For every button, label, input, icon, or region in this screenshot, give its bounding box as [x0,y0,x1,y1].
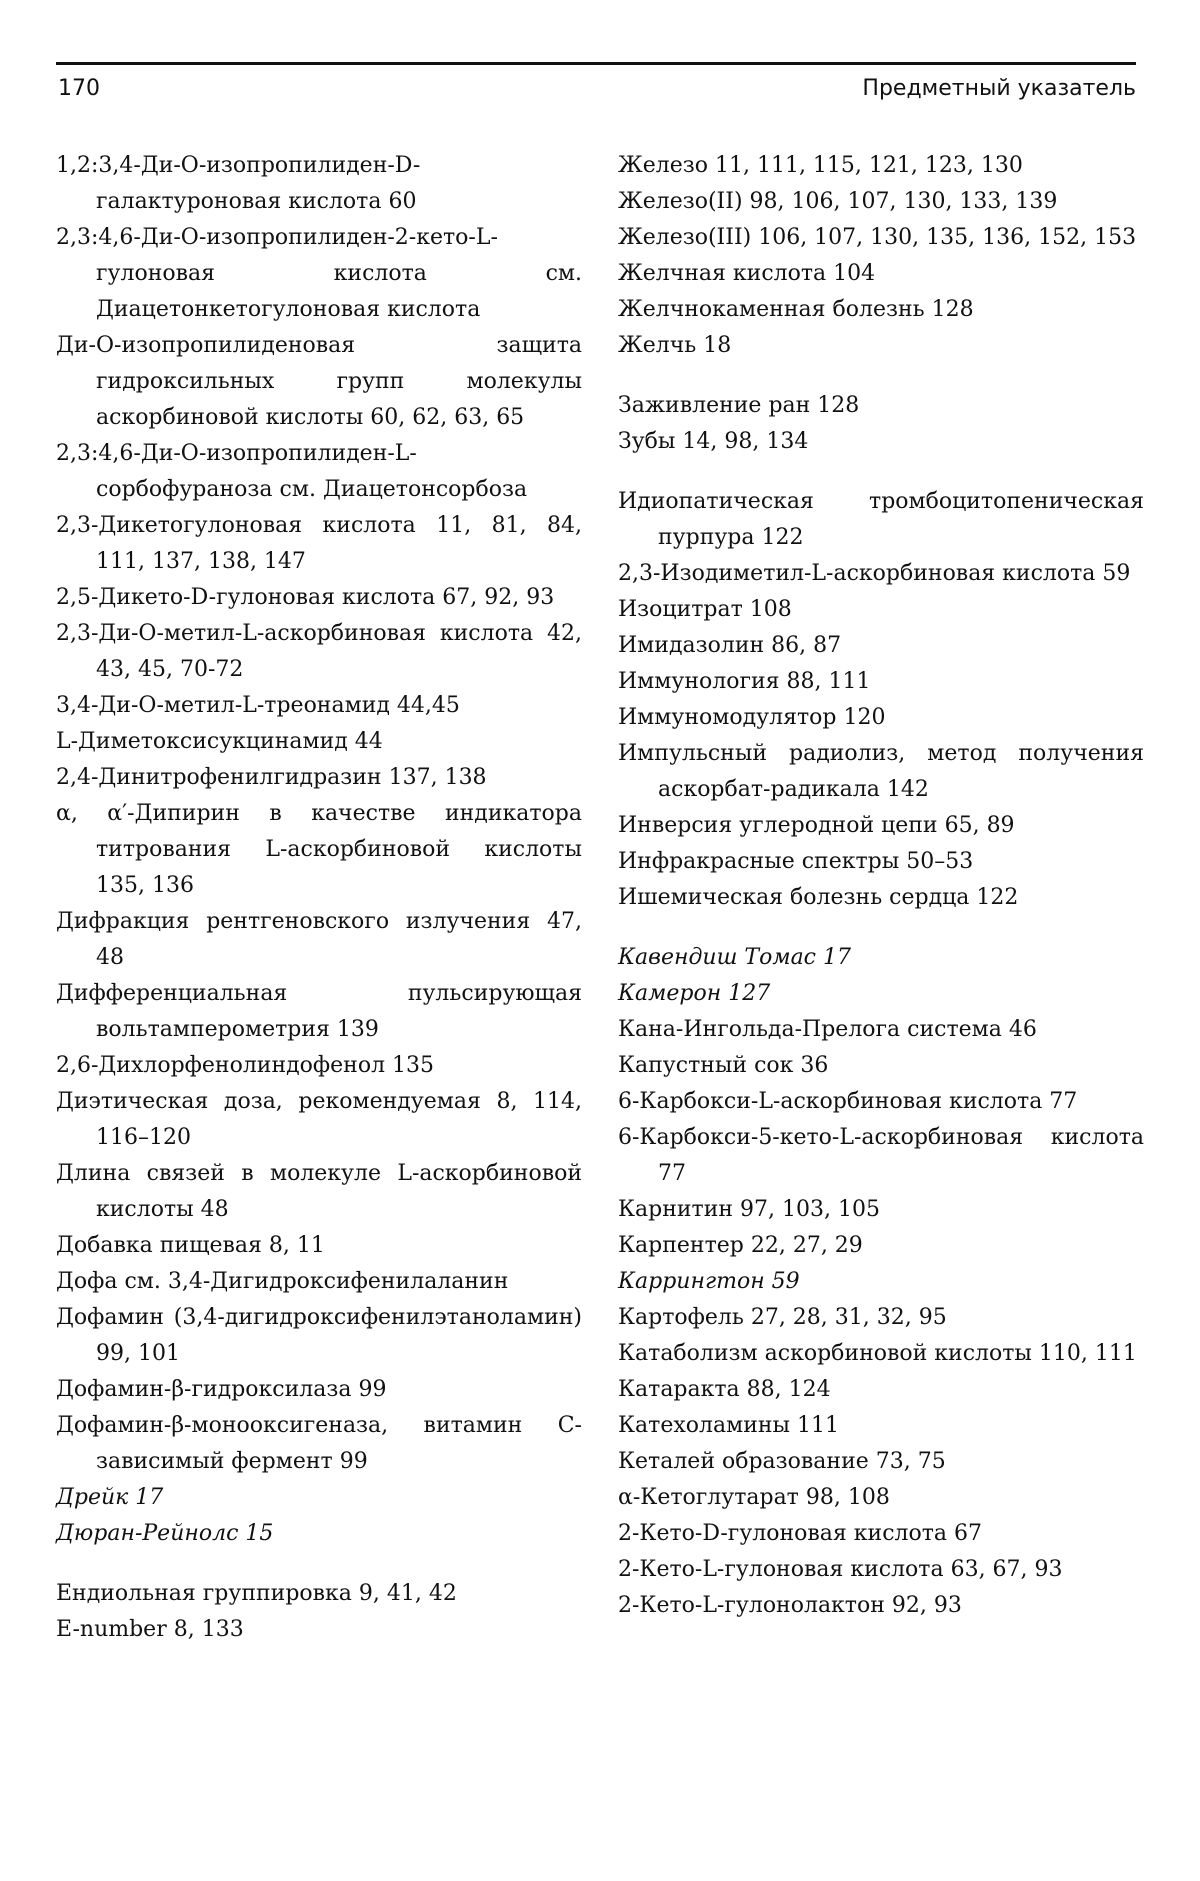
index-entry: 2,3:4,6-Ди-О-изопропилиден-L-сорбофураноза см. Диацетонсорбоза [56,441,528,502]
index-entry: Ди-О-изопропилиденовая защита гидроксильных групп молекулы аскорбиновой кислоты 60, 62, 63, 65 [56,333,582,430]
index-entry: Дофамин-β-монооксигеназа, витамин С-зависимый фермент 99 [56,1413,582,1474]
index-entry: Картофель 27, 28, 31, 32, 95 [618,1305,947,1330]
index-entry: 6-Карбокси-5-кето-L-аскорбиновая кислота 77 [618,1125,1144,1186]
index-entry: α, α′-Дипирин в качестве индикатора титрования L-аскорбиновой кислоты 135, 136 [56,801,582,898]
index-entry: Диэтическая доза, рекомендуемая 8, 114, 116–120 [56,1089,582,1150]
index-entry: Катаракта 88, 124 [618,1377,831,1402]
index-entry: α-Кетоглутарат 98, 108 [618,1485,890,1510]
index-entry: Железо(III) 106, 107, 130, 135, 136, 152, 153 [618,225,1137,250]
index-entry: Дифракция рентгеновского излучения 47, 48 [56,909,582,970]
index-entry: 1,2:3,4-Ди-О-изопропилиден-D-галактуроновая кислота 60 [56,153,421,214]
index-entry: 2,5-Дикето-D-гулоновая кислота 67, 92, 93 [56,585,555,610]
index-entry: 6-Карбокси-L-аскорбиновая кислота 77 [618,1089,1078,1114]
index-entry: Дофа см. 3,4-Дигидроксифенилаланин [56,1269,509,1294]
index-entry: Катаболизм аскорбиновой кислоты 110, 111 [618,1341,1137,1366]
index-entry: Ендиольная группировка 9, 41, 42 [56,1581,457,1606]
index-entry: 2-Кето-L-гулонолактон 92, 93 [618,1593,962,1618]
index-entry: Импульсный радиолиз, метод получения аскорбат-радикала 142 [618,741,1144,802]
index-entry: Железо 11, 111, 115, 121, 123, 130 [618,153,1023,178]
index-entry: 2-Кето-L-гулоновая кислота 63, 67, 93 [618,1557,1063,1582]
header-rule [56,62,1136,65]
index-entry: Желчь 18 [618,333,732,358]
running-head: Предметный указатель [862,76,1136,101]
index-entry: 3,4-Ди-О-метил-L-треонамид 44,45 [56,693,460,718]
index-entry: Инверсия углеродной цепи 65, 89 [618,813,1015,838]
index-entry: Кеталей образование 73, 75 [618,1449,946,1474]
index-entry: Дюран-Рейнолс 15 [56,1521,274,1546]
index-entry: Дифференциальная пульсирующая вольтамперометрия 139 [56,981,582,1042]
page-number: 170 [58,76,100,101]
index-entry: Железо(II) 98, 106, 107, 130, 133, 139 [618,189,1058,214]
index-entry: 2,6-Дихлорфенолиндофенол 135 [56,1053,435,1078]
index-entry: Катехоламины 111 [618,1413,840,1438]
index-entry: Желчнокаменная болезнь 128 [618,297,974,322]
index-entry: Изоцитрат 108 [618,597,792,622]
index-entry: Дофамин (3,4-дигидроксифенилэтаноламин) 99, 101 [56,1305,582,1366]
index-entry: Камерон 127 [618,981,771,1006]
index-column-right [618,148,1144,1624]
index-entry: L-Диметоксисукцинамид 44 [56,729,383,754]
index-entry: Каррингтон 59 [618,1269,800,1294]
index-entry: Кана-Ингольда-Прелога система 46 [618,1017,1037,1042]
index-entry: Добавка пищевая 8, 11 [56,1233,325,1258]
index-entry: Инфракрасные спектры 50–53 [618,849,974,874]
index-entry: Длина связей в молекуле L-аскорбиновой кислоты 48 [56,1161,582,1222]
index-entry: Дофамин-β-гидроксилаза 99 [56,1377,387,1402]
index-entry: 2-Кето-D-гулоновая кислота 67 [618,1521,983,1546]
index-entry: 2,4-Динитрофенилгидразин 137, 138 [56,765,487,790]
index-column-left [56,148,582,1648]
index-entry: Заживление ран 128 [618,393,860,418]
index-entry: Иммунология 88, 111 [618,669,871,694]
index-entry: Зубы 14, 98, 134 [618,429,809,454]
index-entry: Капустный сок 36 [618,1053,829,1078]
index-entry: Имидазолин 86, 87 [618,633,842,658]
index-entry: Идиопатическая тромбоцитопеническая пурпура 122 [618,489,1144,550]
index-entry: 2,3-Дикетогулоновая кислота 11, 81, 84, 111, 137, 138, 147 [56,513,582,574]
index-entry: Ишемическая болезнь сердца 122 [618,885,1019,910]
index-entry: Дрейк 17 [56,1485,164,1510]
index-entry: Карнитин 97, 103, 105 [618,1197,880,1222]
index-entry: Карпентер 22, 27, 29 [618,1233,863,1258]
index-entry: Кавендиш Томас 17 [618,945,851,970]
index-entry: 2,3-Изодиметил-L-аскорбиновая кислота 59 [618,561,1131,586]
index-entry: E-number 8, 133 [56,1617,244,1642]
index-entry: Желчная кислота 104 [618,261,876,286]
index-entry: Иммуномодулятор 120 [618,705,886,730]
index-entry: 2,3:4,6-Ди-О-изопропилиден-2-кето-L-гулоновая кислота см. Диацетонкетогулоновая кислота [56,225,582,322]
index-entry: 2,3-Ди-О-метил-L-аскорбиновая кислота 42, 43, 45, 70-72 [56,621,582,682]
